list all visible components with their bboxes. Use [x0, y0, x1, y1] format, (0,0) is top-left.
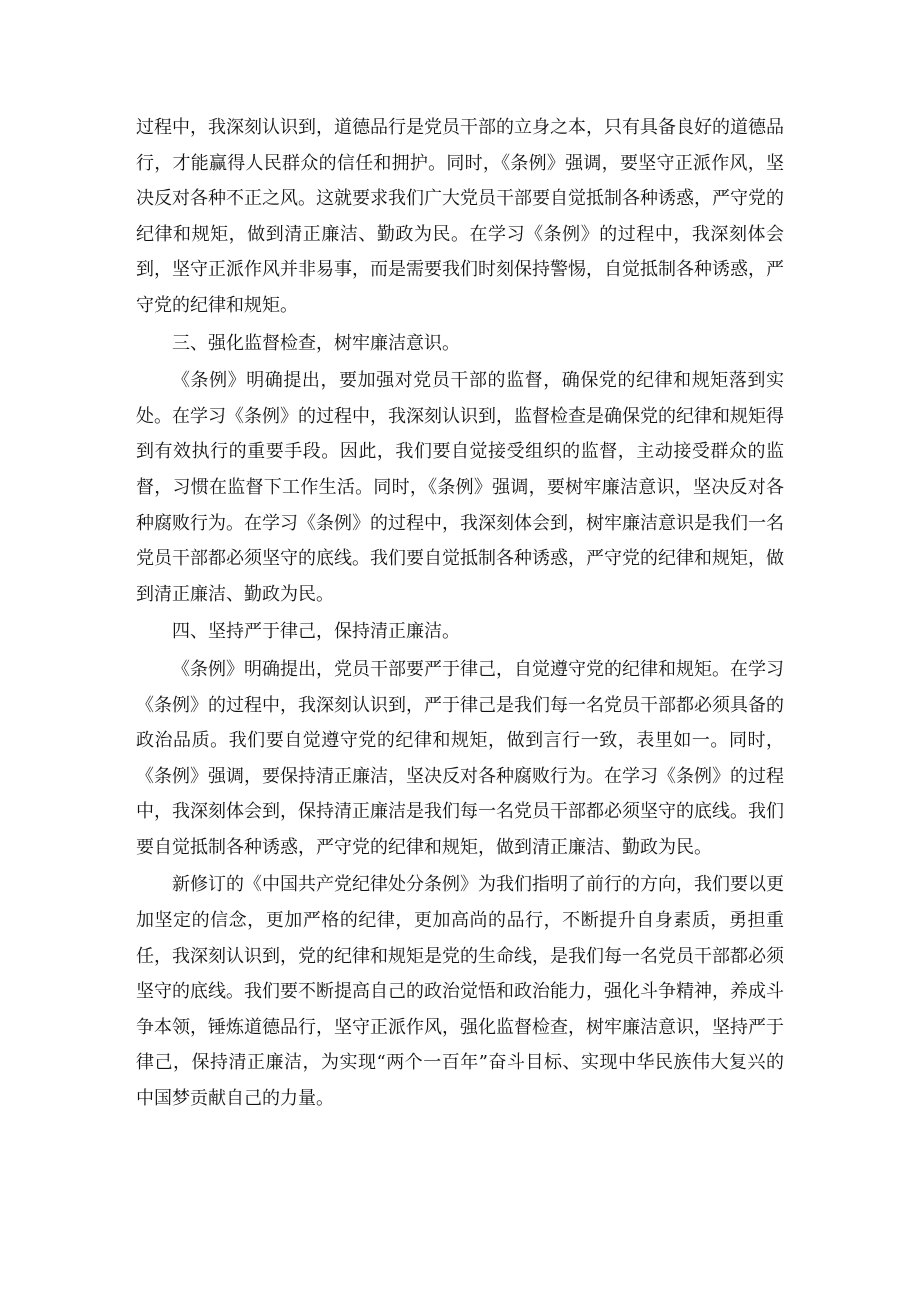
section-heading-4: 四、坚持严于律己，保持清正廉洁。 — [172, 621, 460, 643]
section-heading-3: 三、强化监督检查，树牢廉洁意识。 — [172, 332, 460, 354]
paragraph-conclusion: 新修订的《中国共产党纪律处分条例》为我们指明了前行的方向，我们要以更加坚定的信念，更加严格的纪律，更加高尚的品行，不断提升自身素质，勇担重任，我深刻认识到，党的纪律和规矩是党的生命线，是我们每一名党员干部都必须坚守的底线。我们要不断提高自己的政治觉悟和政治能力，强化斗争精神，养成斗争本领，锤炼道德品行，坚守正派作风，强化监督检查，树牢廉洁意识，坚持严于律己，保持清正廉洁，为实现“两个一百年”奋斗目标、实现中华民族伟大复兴的中国梦贡献自己的力量。 — [136, 874, 784, 1110]
document-body — [136, 110, 784, 1119]
paragraph-section-3: 《条例》明确提出，要加强对党员干部的监督，确保党的纪律和规矩落到实处。在学习《条例》的过程中，我深刻认识到，监督检查是确保党的纪律和规矩得到有效执行的重要手段。因此，我们要自觉接受组织的监督，主动接受群众的监督，习惯在监督下工作生活。同时，《条例》强调，要树牢廉洁意识，坚决反对各种腐败行为。在学习《条例》的过程中，我深刻体会到，树牢廉洁意识是我们一名党员干部都必须坚守的底线。我们要自觉抵制各种诱惑，严守党的纪律和规矩，做到清正廉洁、勤政为民。 — [136, 370, 784, 605]
paragraph-continuation: 过程中，我深刻认识到，道德品行是党员干部的立身之本，只有具备良好的道德品行，才能赢得人民群众的信任和拥护。同时，《条例》强调，要坚守正派作风，坚决反对各种不正之风。这就要求我们广大党员干部要自觉抵制各种诱惑，严守党的纪律和规矩，做到清正廉洁、勤政为民。在学习《条例》的过程中，我深刻体会到，坚守正派作风并非易事，而是需要我们时刻保持警惕，自觉抵制各种诱惑，严守党的纪律和规矩。 — [136, 117, 784, 316]
paragraph-section-4: 《条例》明确提出，党员干部要严于律己，自觉遵守党的纪律和规矩。在学习《条例》的过程中，我深刻认识到，严于律己是我们每一名党员干部都必须具备的政治品质。我们要自觉遵守党的纪律和规矩，做到言行一致，表里如一。同时，《条例》强调，要保持清正廉洁，坚决反对各种腐败行为。在学习《条例》的过程中，我深刻体会到，保持清正廉洁是我们每一名党员干部都必须坚守的底线。我们要自觉抵制各种诱惑，严守党的纪律和规矩，做到清正廉洁、勤政为民。 — [136, 658, 784, 858]
